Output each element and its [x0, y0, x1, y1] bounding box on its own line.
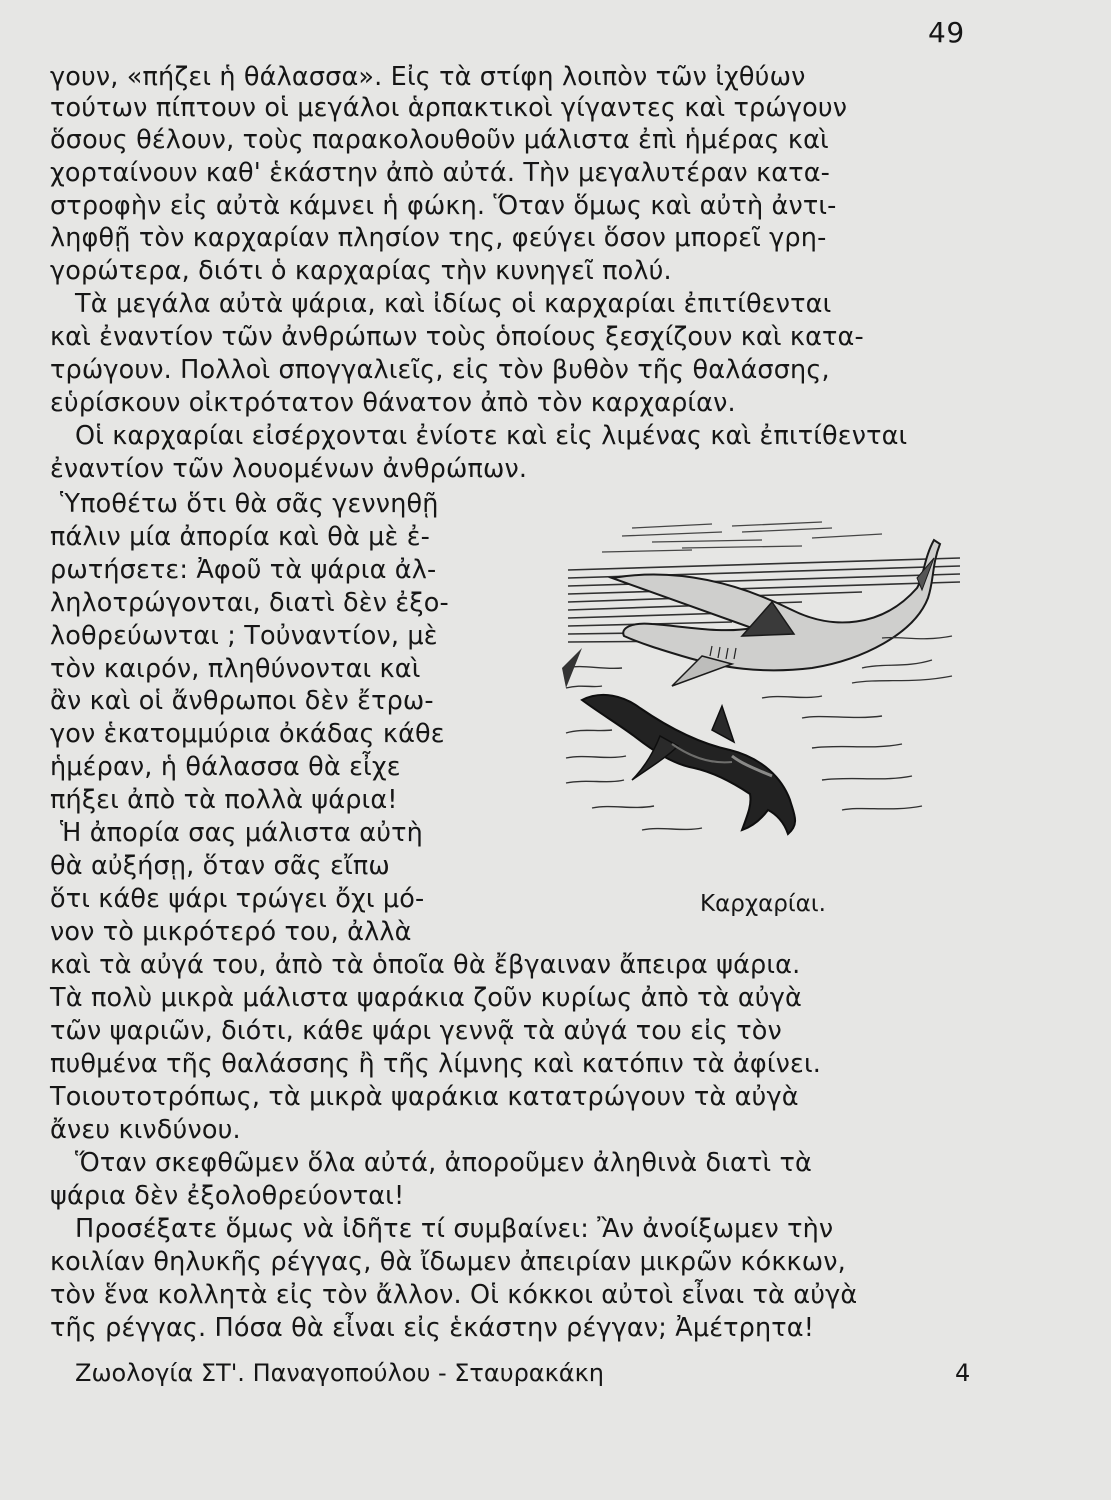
figure-caption: Καρχαρίαι.	[700, 891, 826, 917]
text-line: γουν, «πήζει ἡ θάλασσα». Εἰς τὰ στίφη λοιπὸν τῶν ἰχθύων	[50, 62, 806, 92]
text-line: ὅσους θέλουν, τοὺς παρακολουθοῦν μάλιστα ἐπὶ ἡμέρας καὶ	[50, 125, 829, 155]
text-line: γον ἑκατομμύρια ὀκάδας κάθε	[50, 719, 445, 749]
text-line: Οἱ καρχαρίαι εἰσέρχονται ἐνίοτε καὶ εἰς λιμένας καὶ ἐπιτίθενται	[75, 421, 908, 451]
text-line: ληφθῇ τὸν καρχαρίαν πλησίον της, φεύγει ὅσον μπορεῖ γρη-	[50, 223, 827, 253]
text-line: Ὅταν σκεφθῶμεν ὅλα αὐτά, ἀποροῦμεν ἀληθινὰ διατὶ τὰ	[75, 1148, 812, 1178]
text-line: εὑρίσκουν οἰκτρότατον θάνατον ἀπὸ τὸν καρχαρίαν.	[50, 388, 736, 418]
text-line: ἡμέραν, ἡ θάλασσα θὰ εἶχε	[50, 752, 401, 782]
text-line: πυθμένα τῆς θαλάσσης ἢ τῆς λίμνης καὶ κατόπιν τὰ ἀφίνει.	[50, 1049, 821, 1079]
text-line: Τὰ πολὺ μικρὰ μάλιστα ψαράκια ζοῦν κυρίως ἀπὸ τὰ αὐγὰ	[50, 983, 802, 1013]
text-line: ρωτήσετε: Ἀφοῦ τὰ ψάρια ἀλ-	[50, 555, 437, 585]
text-line: Προσέξατε ὅμως νὰ ἰδῆτε τί συμβαίνει: Ἂν ἀνοίξωμεν τὴν	[75, 1214, 834, 1244]
text-line: ὅτι κάθε ψάρι τρώγει ὄχι μό-	[50, 884, 425, 914]
text-line: τῆς ρέγγας. Πόσα θὰ εἶναι εἰς ἑκάστην ρέγγαν; Ἀμέτρητα!	[50, 1313, 815, 1343]
text-line: πάλιν μία ἀπορία καὶ θὰ μὲ ἐ-	[50, 522, 431, 552]
text-line: ψάρια δὲν ἐξολοθρεύονται!	[50, 1181, 405, 1211]
text-line: κοιλίαν θηλυκῆς ρέγγας, θὰ ἴδωμεν ἀπειρίαν μικρῶν κόκκων,	[50, 1247, 846, 1277]
sharks-illustration	[562, 518, 960, 848]
text-line: ἐναντίον τῶν λουομένων ἀνθρώπων.	[50, 454, 528, 484]
text-line: τούτων πίπτουν οἱ μεγάλοι ἁρπακτικοὶ γίγαντες καὶ τρώγουν	[50, 93, 848, 123]
text-line: καὶ ἐναντίον τῶν ἀνθρώπων τοὺς ὁποίους ξεσχίζουν καὶ κατα-	[50, 322, 864, 352]
sharks-engraving	[562, 518, 960, 848]
text-line: λοθρεύωνται ; Τοὐναντίον, μὲ	[50, 621, 438, 651]
text-line: ληλοτρώγονται, διατὶ δὲν ἐξο-	[50, 588, 449, 618]
text-line: Ὑποθέτω ὅτι θὰ σᾶς γεννηθῇ	[60, 489, 439, 519]
text-line: τῶν ψαριῶν, διότι, κάθε ψάρι γεννᾷ τὰ αὐγά του εἰς τὸν	[50, 1016, 782, 1046]
text-line: πήξει ἀπὸ τὰ πολλὰ ψάρια!	[50, 785, 398, 815]
footer-signature: 4	[955, 1359, 971, 1387]
text-line: τρώγουν. Πολλοὶ σπογγαλιεῖς, εἰς τὸν βυθὸν τῆς θαλάσσης,	[50, 355, 830, 385]
footer-title: Ζωολογία ΣΤ'. Παναγοπούλου - Σταυρακάκη	[75, 1359, 604, 1387]
text-line: Τὰ μεγάλα αὐτὰ ψάρια, καὶ ἰδίως οἱ καρχαρίαι ἐπιτίθενται	[75, 289, 832, 319]
text-line: θὰ αὐξήσῃ, ὅταν σᾶς εἴπω	[50, 851, 390, 881]
text-line: ἄνευ κινδύνου.	[50, 1115, 241, 1145]
text-line: Ἡ ἀπορία σας μάλιστα αὐτὴ	[60, 818, 423, 848]
text-line: ἂν καὶ οἱ ἄνθρωποι δὲν ἔτρω-	[50, 686, 434, 716]
text-line: τὸν ἕνα κολλητὰ εἰς τὸν ἄλλον. Οἱ κόκκοι αὐτοὶ εἶναι τὰ αὐγὰ	[50, 1280, 858, 1310]
text-line: στροφὴν εἰς αὐτὰ κάμνει ἡ φώκη. Ὅταν ὅμως καὶ αὐτὴ ἀντι-	[50, 191, 837, 221]
page-number: 49	[928, 16, 965, 49]
text-line: χορταίνουν καθ' ἑκάστην ἀπὸ αὐτά. Τὴν μεγαλυτέραν κατα-	[50, 158, 831, 188]
text-line: νον τὸ μικρότερό του, ἀλλὰ	[50, 917, 412, 947]
text-line: γορώτερα, διότι ὁ καρχαρίας τὴν κυνηγεῖ πολύ.	[50, 256, 672, 286]
text-line: τὸν καιρόν, πληθύνονται καὶ	[50, 654, 421, 684]
text-line: καὶ τὰ αὐγά του, ἀπὸ τὰ ὁποῖα θὰ ἔβγαιναν ἄπειρα ψάρια.	[50, 950, 801, 980]
text-line: Τοιουτοτρόπως, τὰ μικρὰ ψαράκια κατατρώγουν τὰ αὐγὰ	[50, 1082, 799, 1112]
